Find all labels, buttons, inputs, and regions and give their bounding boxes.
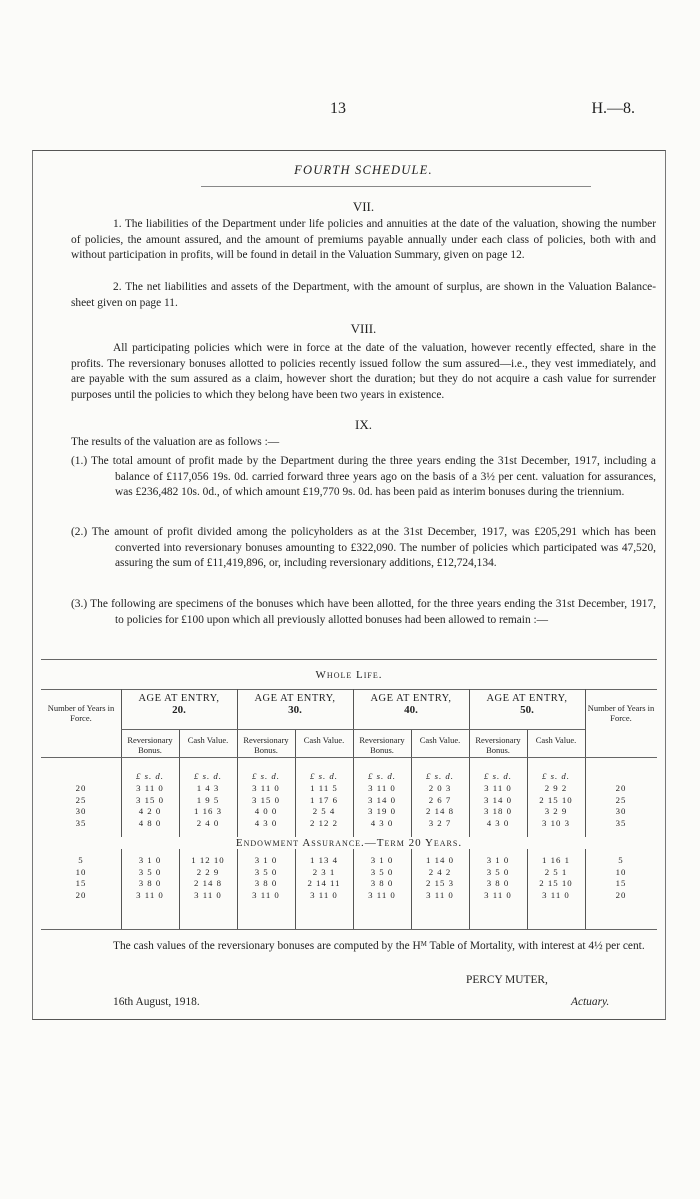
whole-life-cash-20: 1 4 3 1 9 5 1 16 3 2 4 0 <box>194 783 222 828</box>
bonus-table <box>41 659 657 949</box>
page-reference: H.—8. <box>591 100 635 117</box>
endowment-rev-30: 3 1 0 3 5 0 3 8 0 3 11 0 <box>252 855 280 900</box>
whole-life-rev-50: 3 11 0 3 14 0 3 18 0 4 3 0 <box>484 783 512 828</box>
signature-date: 16th August, 1918. <box>113 996 200 1008</box>
section-viii-paragraph: All participating policies which were in force at the date of the valuation, however recently effected, share in the profits. The reversionary bonuses allotted to policies recently issued follow the sum assured—i.e., they vest immediately, and are payable with the sum assured as a claim, however short the duration; but they do not acquire a cash value for surrender purposes until the policies to which they belong have been two years in existence. <box>71 342 656 401</box>
age-value: 50. <box>520 704 534 716</box>
unit-row: £ s. d. <box>425 771 455 781</box>
unit-row: £ s. d. <box>193 771 223 781</box>
age-group-50 <box>469 693 585 716</box>
section-ix-item-2: (2.) The amount of profit divided among the policyholders as at the 31st December, 1917, was £205,291 which has been converted into reversionary bonuses amounting to £322,090. The number of policies which participated was 47,520, assuring the sum of £11,419,896, or, including reversionary additions, £12,724,134. <box>71 526 656 569</box>
endowment-title: Endowment Assurance.—Term 20 Years. <box>41 837 657 849</box>
signatory-name: PERCY MUTER, <box>466 974 548 986</box>
subheader-cash: Cash Value. <box>303 735 345 745</box>
age-value: 20. <box>172 704 186 716</box>
schedule-frame <box>32 150 666 1020</box>
whole-life-cash-50: 2 9 2 2 15 10 3 2 9 3 10 3 <box>539 783 573 828</box>
unit-row: £ s. d. <box>309 771 339 781</box>
subheader-reversionary: Reversionary Bonus. <box>127 735 173 755</box>
whole-life-rev-20: 3 11 0 3 15 0 4 2 0 4 8 0 <box>136 783 164 828</box>
age-value: 30. <box>288 704 302 716</box>
section-heading-ix: IX. <box>355 417 372 432</box>
subheader-reversionary: Reversionary Bonus. <box>475 735 521 755</box>
subheader-reversionary: Reversionary Bonus. <box>359 735 405 755</box>
subheader-cash: Cash Value. <box>535 735 577 745</box>
subheader-cash: Cash Value. <box>419 735 461 745</box>
whole-life-years-right: 20 25 30 35 <box>615 783 627 828</box>
endowment-rev-40: 3 1 0 3 5 0 3 8 0 3 11 0 <box>368 855 396 900</box>
unit-row: £ s. d. <box>251 771 281 781</box>
endowment-years-left: 5 10 15 20 <box>75 855 87 900</box>
unit-row: £ s. d. <box>367 771 397 781</box>
age-group-30 <box>237 693 353 716</box>
footer-note: The cash values of the reversionary bonuses are computed by the Hᴹ Table of Mortality, with interest at 4½ per cent. <box>113 940 645 952</box>
page-header <box>0 100 700 120</box>
section-heading-vii: VII. <box>352 199 375 214</box>
endowment-rev-20: 3 1 0 3 5 0 3 8 0 3 11 0 <box>136 855 164 900</box>
whole-life-cash-40: 2 0 3 2 6 7 2 14 8 3 2 7 <box>426 783 454 828</box>
page-number: 13 <box>330 100 346 117</box>
whole-life-rev-30: 3 11 0 3 15 0 4 0 0 4 3 0 <box>252 783 280 828</box>
endowment-cash-50: 1 16 1 2 5 1 2 15 10 3 11 0 <box>539 855 573 900</box>
endowment-years-right: 5 10 15 20 <box>615 855 627 900</box>
whole-life-cash-30: 1 11 5 1 17 6 2 5 4 2 12 2 <box>310 783 338 828</box>
age-group-20 <box>121 693 237 716</box>
age-label: AGE AT ENTRY, <box>138 693 220 704</box>
section-vii-paragraph-2: 2. The net liabilities and assets of the Department, with the amount of surplus, are shown in the Valuation Balance-sheet given on page 11. <box>71 281 656 309</box>
section-heading-viii: VIII. <box>350 321 377 336</box>
unit-row: £ s. d. <box>541 771 571 781</box>
whole-life-rev-40: 3 11 0 3 14 0 3 19 0 4 3 0 <box>368 783 396 828</box>
age-label: AGE AT ENTRY, <box>486 693 568 704</box>
section-ix-item-3: (3.) The following are specimens of the bonuses which have been allotted, for the three years ending the 31st December, 1917, to policies for £100 upon which all previously allotted bonuses had been allowed to remain :— <box>71 598 656 626</box>
subheader-cash: Cash Value. <box>187 735 229 745</box>
endowment-rev-50: 3 1 0 3 5 0 3 8 0 3 11 0 <box>484 855 512 900</box>
age-label: AGE AT ENTRY, <box>254 693 336 704</box>
unit-row: £ s. d. <box>483 771 513 781</box>
whole-life-title: Whole Life. <box>315 669 383 681</box>
unit-row: £ s. d. <box>135 771 165 781</box>
years-header-left: Number of Years in Force. <box>47 703 115 723</box>
title-rule <box>201 186 591 187</box>
whole-life-years-left: 20 25 30 35 <box>75 783 87 828</box>
age-value: 40. <box>404 704 418 716</box>
endowment-cash-30: 1 13 4 2 3 1 2 14 11 3 11 0 <box>307 855 341 900</box>
signatory-role: Actuary. <box>571 996 610 1008</box>
age-group-40 <box>353 693 469 716</box>
section-ix-intro: The results of the valuation are as follows :— <box>71 436 280 448</box>
schedule-title: FOURTH SCHEDULE. <box>294 163 433 177</box>
section-ix-item-1: (1.) The total amount of profit made by the Department during the three years ending the 31st December, 1917, including a balance of £117,056 19s. 0d. carried forward three years ago on the basis of a 3½ per cent. valuation for assurances, was £236,482 10s. 0d., of which amount £19,770 9s. 0d. has been paid as interim bonuses during the triennium. <box>71 455 656 498</box>
section-vii-paragraph-1: 1. The liabilities of the Department under life policies and annuities at the date of the valuation, showing the number of policies, the amount assured, and the amount of premiums payable annually under each class of policies, both with and without participation in profits, will be found in detail in the Valuation Summary, given on page 12. <box>71 218 656 261</box>
endowment-cash-40: 1 14 0 2 4 2 2 15 3 3 11 0 <box>426 855 454 900</box>
age-label: AGE AT ENTRY, <box>370 693 452 704</box>
endowment-cash-20: 1 12 10 2 2 9 2 14 8 3 11 0 <box>191 855 225 900</box>
subheader-reversionary: Reversionary Bonus. <box>243 735 289 755</box>
years-header-right: Number of Years in Force. <box>587 703 655 723</box>
